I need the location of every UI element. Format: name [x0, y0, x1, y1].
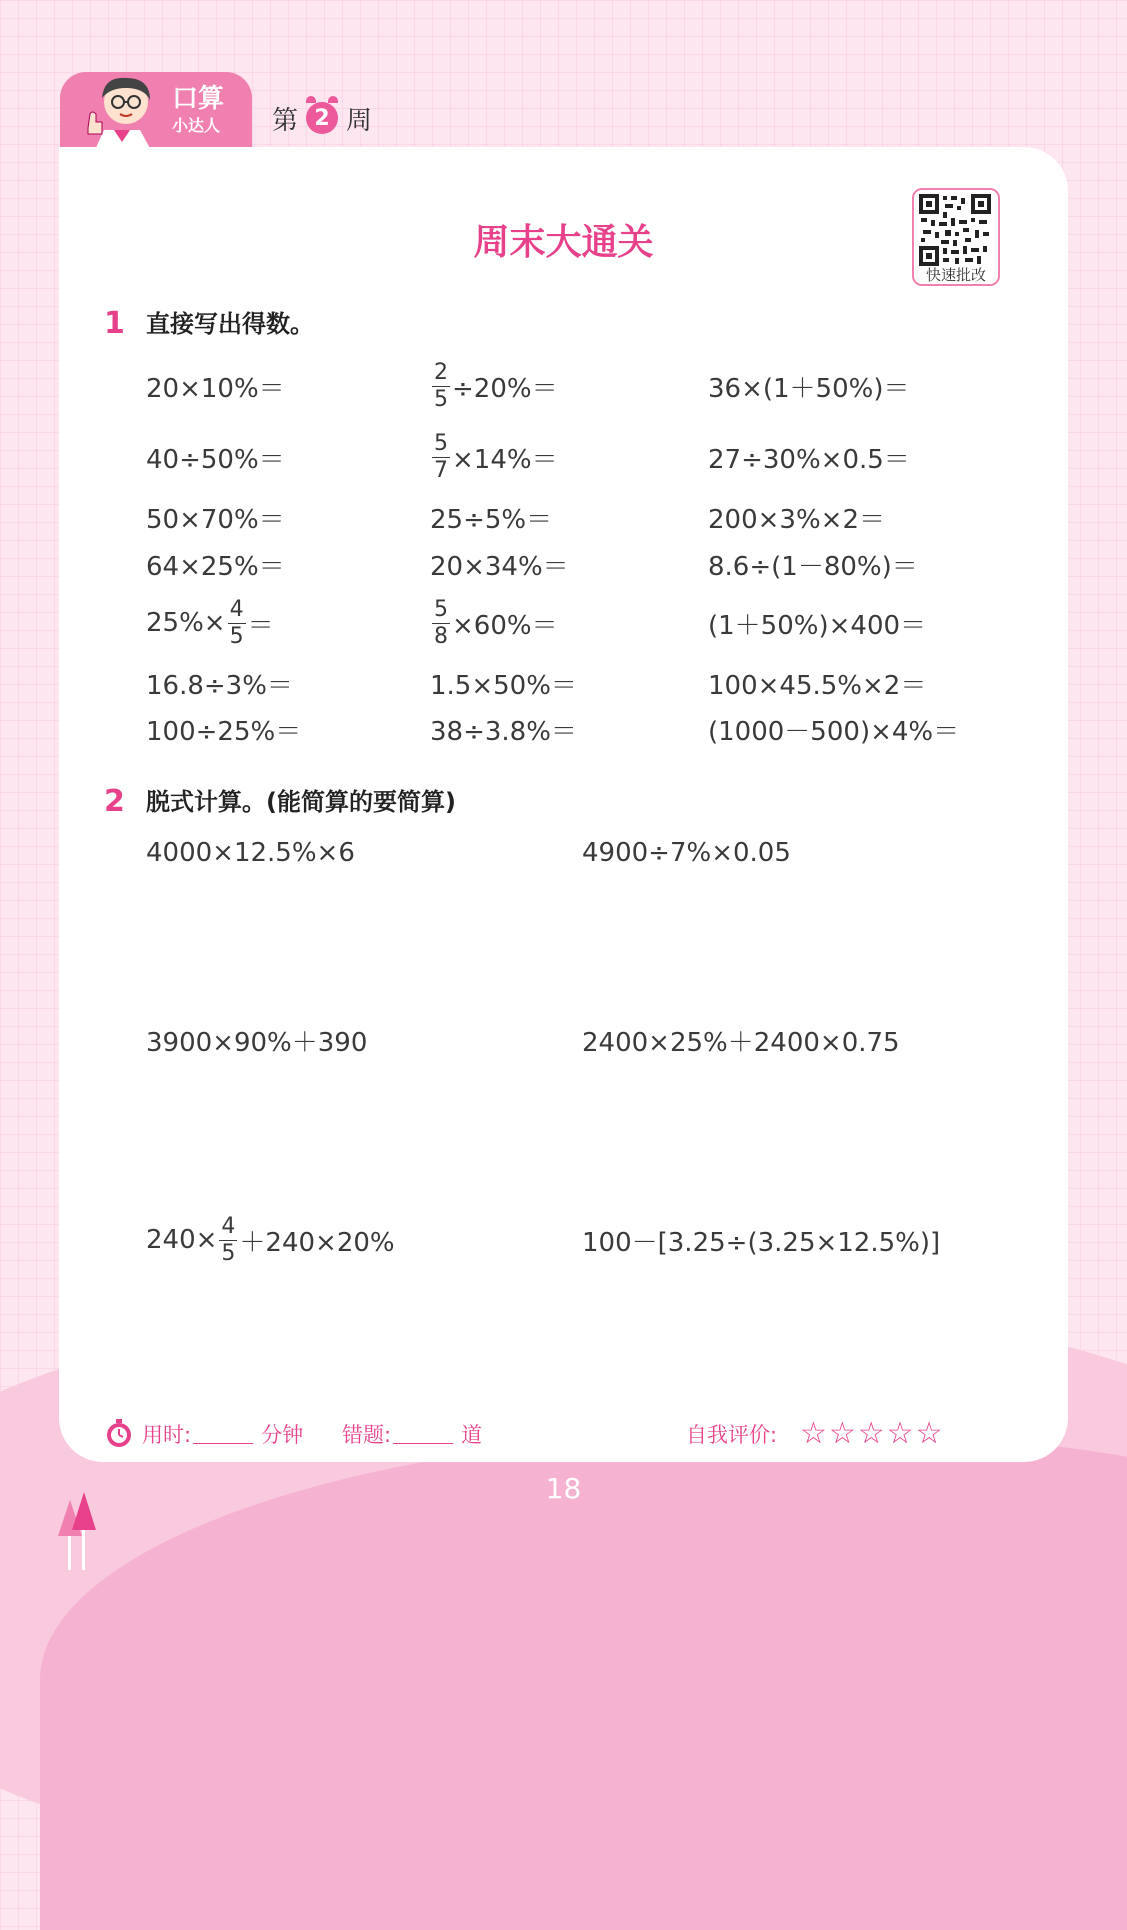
- problem-expression: 27÷30%×0.5＝: [708, 444, 910, 475]
- problem-expression: 38÷3.8%＝: [430, 716, 577, 747]
- qr-code-label: 快速批改: [925, 266, 986, 284]
- problem-expression: 4900÷7%×0.05: [582, 838, 791, 868]
- week-suffix: 周: [346, 105, 373, 136]
- problem-expression-tail: ×60%＝: [452, 610, 558, 641]
- problem: [708, 427, 910, 487]
- section-1-title: 直接写出得数。: [146, 310, 314, 338]
- problem: [430, 356, 558, 416]
- problem-expression: 50×70%＝: [146, 504, 285, 535]
- page-number: 18: [545, 1472, 582, 1505]
- problem: [430, 593, 558, 653]
- problem-expression: 64×25%＝: [146, 551, 285, 582]
- problem-expression: 8.6÷(1－80%)＝: [708, 551, 918, 582]
- fraction-numerator: 5: [434, 596, 448, 622]
- tree-decoration-icon: [54, 1492, 100, 1570]
- problem: [146, 823, 355, 883]
- stopwatch-icon: [105, 1418, 133, 1448]
- problem-expression: 4000×12.5%×6: [146, 838, 355, 868]
- problem-expression: 3900×90%＋390: [146, 1027, 368, 1058]
- time-unit: 分钟: [261, 1423, 304, 1447]
- problem: [708, 356, 910, 416]
- problem-expression: 100×45.5%×2＝: [708, 670, 927, 701]
- page-title: 周末大通关: [473, 222, 654, 263]
- problem-expression: 2400×25%＋2400×0.75: [582, 1027, 900, 1058]
- fraction-numerator: 4: [229, 596, 244, 622]
- time-blank[interactable]: [193, 1425, 253, 1444]
- mascot-boy-icon: [74, 70, 170, 152]
- problem: [146, 534, 285, 594]
- tab-subtitle: 小达人: [172, 116, 221, 135]
- problem-expression: 100－[3.25÷(3.25×12.5%)]: [582, 1227, 941, 1258]
- problem-expression-tail: ＋240×20%: [239, 1227, 395, 1258]
- problem: [430, 427, 558, 487]
- time-field: [142, 1418, 303, 1450]
- fraction-denominator: 5: [434, 386, 448, 412]
- fraction-numerator: 5: [434, 430, 448, 456]
- problem: [582, 1010, 900, 1070]
- section-2-title: 脱式计算。(能简算的要简算): [146, 788, 456, 816]
- fraction-denominator: 5: [221, 1240, 236, 1266]
- problem: [146, 1010, 367, 1070]
- fraction: [219, 1215, 237, 1266]
- problem-expression: 240×: [146, 1225, 218, 1255]
- problem-expression: 25%×: [146, 608, 226, 638]
- section-1-number: 1: [104, 306, 125, 341]
- problem-expression: 200×3%×2＝: [708, 504, 885, 535]
- problem-expression-tail: ÷20%＝: [452, 373, 558, 404]
- fraction-denominator: 7: [434, 457, 448, 483]
- problem-expression: 25÷5%＝: [430, 504, 553, 535]
- problem-expression: (1＋50%)×400＝: [708, 610, 927, 641]
- problem-expression-tail: ＝: [247, 610, 274, 641]
- problem-expression: 1.5×50%＝: [430, 670, 577, 701]
- problem-expression: 16.8÷3%＝: [146, 670, 293, 701]
- tab-title: 口算: [172, 84, 225, 114]
- problem-expression: (1000－500)×4%＝: [708, 716, 960, 747]
- problem-expression: 100÷25%＝: [146, 716, 302, 747]
- problem: [146, 427, 285, 487]
- problem: [708, 593, 926, 653]
- problem: [146, 1210, 395, 1270]
- fraction-denominator: 5: [229, 623, 244, 649]
- problem-expression: 36×(1＋50%)＝: [708, 373, 910, 404]
- errors-field: [342, 1418, 482, 1450]
- rating-stars[interactable]: ☆☆☆☆☆: [800, 1416, 945, 1451]
- problem-expression: 40÷50%＝: [146, 444, 285, 475]
- fraction-denominator: 8: [434, 623, 448, 649]
- fraction: [432, 361, 450, 412]
- errors-label: 错题:: [342, 1423, 392, 1447]
- section-2-number: 2: [104, 784, 125, 819]
- fraction-numerator: 4: [221, 1213, 236, 1239]
- problem-expression-tail: ×14%＝: [452, 444, 558, 475]
- problem: [430, 534, 569, 594]
- errors-unit: 道: [461, 1423, 483, 1447]
- problem: [582, 1210, 940, 1270]
- problem-expression: 20×34%＝: [430, 551, 569, 582]
- qr-code-icon[interactable]: [919, 194, 991, 266]
- self-rating-label: 自我评价:: [686, 1423, 778, 1447]
- problem: [146, 356, 285, 416]
- problem: [708, 699, 959, 759]
- fraction-numerator: 2: [434, 359, 448, 385]
- time-label: 用时:: [142, 1423, 192, 1447]
- problem: [430, 699, 577, 759]
- problem: [582, 823, 791, 883]
- problem: [146, 593, 274, 653]
- fraction: [228, 598, 246, 649]
- problem: [146, 699, 301, 759]
- problem-expression: 20×10%＝: [146, 373, 285, 404]
- fraction: [432, 432, 450, 483]
- week-number-badge: 2: [306, 102, 338, 134]
- problem: [708, 534, 918, 594]
- fraction: [432, 598, 450, 649]
- week-indicator: [272, 100, 372, 136]
- week-prefix: 第: [272, 105, 299, 136]
- errors-blank[interactable]: [393, 1425, 453, 1444]
